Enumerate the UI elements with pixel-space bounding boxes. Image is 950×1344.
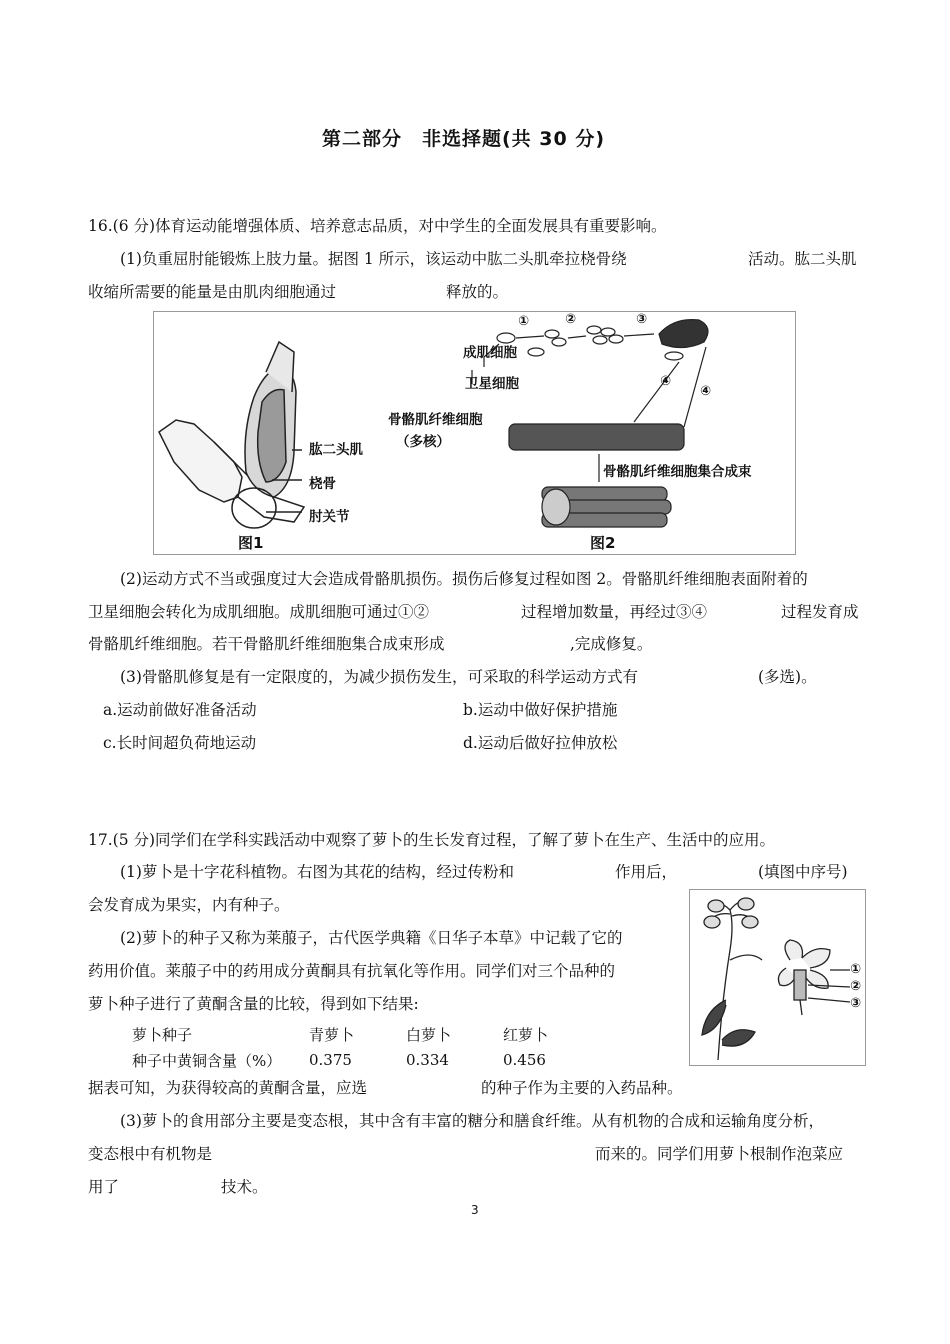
label-n1: ① xyxy=(518,314,530,329)
table-header-cell: 青萝卜 xyxy=(309,1025,355,1044)
label-fiber: 骨骼肌纤维细胞 xyxy=(388,412,483,428)
q17-p3-line2-b: 而来的。同学们用萝卜根制作泡菜应 xyxy=(595,1145,844,1163)
section-title: 第二部分 非选择题(共 30 分) xyxy=(322,128,606,150)
q16-p1-text-a: (1)负重屈肘能锻炼上肢力量。据图 1 所示，该运动中肱二头肌牵拉桡骨绕 xyxy=(120,250,627,268)
q17-p2-line1: (2)萝卜的种子又称为莱菔子，古代医学典籍《日华子本草》中记载了它的 xyxy=(120,929,623,947)
flavone-table xyxy=(132,1021,583,1073)
q17-p1-c: (填图中序号) xyxy=(758,863,848,881)
q16-p2-line2-b: 过程增加数量，再经过③④ xyxy=(521,603,708,621)
q16-p2-line1: (2)运动方式不当或强度过大会造成骨骼肌损伤。损伤后修复过程如图 2。骨骼肌纤维细胞表面附着的 xyxy=(120,570,808,588)
q17-stem: 17.(5 分)同学们在学科实践活动中观察了萝卜的生长发育过程，了解了萝卜在生产、生活中的应用。 xyxy=(88,831,776,849)
label-multinuclear: （多核） xyxy=(396,434,450,450)
flower-drawing xyxy=(690,890,865,1065)
q16-option-b: b.运动中做好保护措施 xyxy=(463,701,618,719)
table-cell: 种子中黄铜含量（%） xyxy=(132,1051,282,1070)
label-radius: 桡骨 xyxy=(309,476,336,492)
label-n4a: ④ xyxy=(660,374,672,389)
q17-p3-line3-b: 技术。 xyxy=(221,1178,268,1196)
table-cell: 0.375 xyxy=(309,1051,352,1069)
label-biceps: 肱二头肌 xyxy=(309,442,363,458)
q16-p1-text-d: 释放的。 xyxy=(446,283,509,301)
page-number: 3 xyxy=(471,1203,479,1217)
label-myoblast: 成肌细胞 xyxy=(463,345,517,361)
q17-p1-line2: 会发育成为果实，内有种子。 xyxy=(88,896,290,914)
arm-illustration xyxy=(159,342,304,528)
q16-p1-text-c: 收缩所需要的能量是由肌肉细胞通过 xyxy=(88,283,337,301)
q16-option-a: a.运动前做好准备活动 xyxy=(103,701,257,719)
q16-option-c: c.长时间超负荷地运动 xyxy=(103,734,257,752)
label-n4b: ④ xyxy=(700,384,712,399)
table-row xyxy=(132,1047,583,1073)
fig2-caption: 图2 xyxy=(590,534,616,552)
table-header-row xyxy=(132,1021,583,1047)
table-header-cell: 萝卜种子 xyxy=(132,1025,193,1044)
q16-p2-line2-a: 卫星细胞会转化为成肌细胞。成肌细胞可通过①② xyxy=(88,603,430,621)
q17-p3-line2-a: 变态根中有机物是 xyxy=(88,1145,213,1163)
q17-p3-line1: (3)萝卜的食用部分主要是变态根，其中含有丰富的糖分和膳食纤维。从有机物的合成和运输角度分析， xyxy=(120,1112,824,1130)
flower-n1: ① xyxy=(850,962,862,977)
q17-p1-a: (1)萝卜是十字花科植物。右图为其花的结构，经过传粉和 xyxy=(120,863,514,881)
flower-n3: ③ xyxy=(850,996,862,1011)
q17-p1-b: 作用后， xyxy=(615,863,678,881)
q17-p3-line3-a: 用了 xyxy=(88,1178,120,1196)
q17-p2-line3: 萝卜种子进行了黄酮含量的比较，得到如下结果: xyxy=(88,995,419,1013)
cell-diagram xyxy=(497,320,708,527)
table-header-cell: 红萝卜 xyxy=(503,1025,549,1044)
q16-p3-text: (3)骨骼肌修复是有一定限度的，为减少损伤发生，可采取的科学运动方式有 xyxy=(120,668,638,686)
label-satellite: 卫星细胞 xyxy=(465,376,519,392)
table-header-cell: 白萝卜 xyxy=(406,1025,452,1044)
label-bundle: 骨骼肌纤维细胞集合成束 xyxy=(603,464,752,480)
label-elbow: 肘关节 xyxy=(309,509,350,525)
q16-option-d: d.运动后做好拉伸放松 xyxy=(463,734,618,752)
q16-p1-text-b: 活动。肱二头肌 xyxy=(748,250,857,268)
q17-p2-line4-a: 据表可知，为获得较高的黄酮含量，应选 xyxy=(88,1079,368,1097)
label-n2: ② xyxy=(565,312,577,327)
q16-p2-line3-a: 骨骼肌纤维细胞。若干骨骼肌纤维细胞集合成束形成 xyxy=(88,635,445,653)
q16-p2-line3-b: ,完成修复。 xyxy=(570,635,653,653)
fig1-caption: 图1 xyxy=(238,534,264,552)
table-cell: 0.334 xyxy=(406,1051,449,1069)
table-cell: 0.456 xyxy=(503,1051,546,1069)
q17-p2-line2: 药用价值。莱菔子中的药用成分黄酮具有抗氧化等作用。同学们对三个品种的 xyxy=(88,962,616,980)
flower-n2: ② xyxy=(850,979,862,994)
q16-p2-line2-c: 过程发育成 xyxy=(781,603,859,621)
label-n3: ③ xyxy=(636,312,648,327)
q16-stem: 16.(6 分)体育运动能增强体质、培养意志品质，对中学生的全面发展具有重要影响。 xyxy=(88,217,667,235)
q16-p3-multi: (多选)。 xyxy=(758,668,817,686)
q17-p2-line4-b: 的种子作为主要的入药品种。 xyxy=(481,1079,683,1097)
flower-figure xyxy=(689,889,866,1066)
